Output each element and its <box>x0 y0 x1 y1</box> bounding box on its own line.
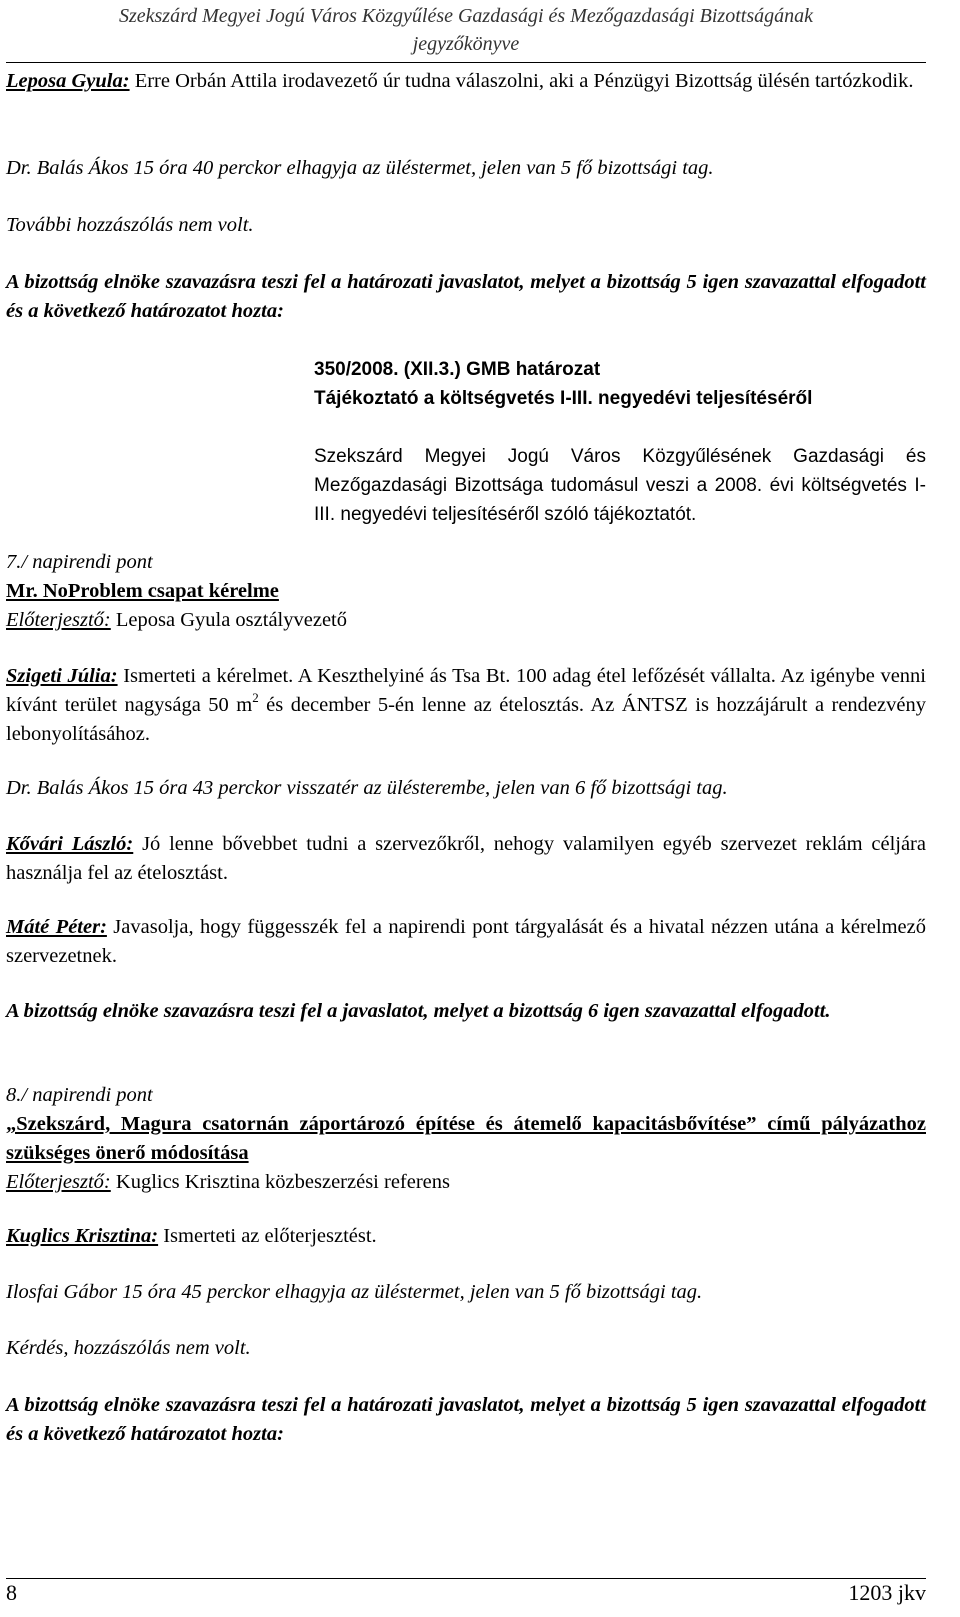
agenda-item-title: Mr. NoProblem csapat kérelme <box>6 580 279 602</box>
agenda-item-presenter <box>6 606 926 635</box>
presenter-label: Előterjesztő: <box>6 609 111 631</box>
speaker-name: Leposa Gyula: <box>6 70 130 92</box>
paragraph-text: Jó lenne bővebbet tudni a szervezőkről, nehogy valamilyen egyéb szervezet reklám céljára használja fel az ételosztást. <box>6 833 926 884</box>
resolution-body: Szekszárd Megyei Jogú Város Közgyűlésének Gazdasági és Mezőgazdasági Bizottsága tudomásul veszi a 2008. évi költségvetés I-III. negyedévi teljesítéséről szóló tájékoztatót. <box>314 446 926 525</box>
paragraph-mate <box>6 913 926 971</box>
speaker-name: Kuglics Krisztina: <box>6 1225 159 1247</box>
presenter-name: Kuglics Krisztina közbeszerzési referens <box>110 1171 451 1193</box>
document-page <box>6 0 927 1445</box>
paragraph-text: és december 5-én lenne az ételosztás. Az ÁNTSZ is hozzájárult a rendezvény lebonyolításához. <box>6 694 926 745</box>
note-ilosfai-leaves: Ilosfai Gábor 15 óra 45 perckor elhagyja az üléstermet, jelen van 5 fő bizottsági tag. <box>6 1281 703 1303</box>
paragraph-text: Erre Orbán Attila irodavezető úr tudna válaszolni, aki a Pénzügyi Bizottság ülésén tartózkodik. <box>129 70 914 92</box>
resolution-number: 350/2008. (XII.3.) GMB határozat <box>314 359 601 380</box>
speaker-name: Kővári László: <box>6 833 134 855</box>
header-line-1: Szekszárd Megyei Jogú Város Közgyűlése Gazdasági és Mezőgazdasági Bizottságának <box>118 5 813 27</box>
agenda-item-7 <box>6 548 926 635</box>
vote-statement-3: A bizottság elnöke szavazásra teszi fel a határozati javaslatot, melyet a bizottság 5 igen szavazattal elfogadott és a következő határozatot hozta: <box>6 1394 926 1445</box>
presenter-label: Előterjesztő: <box>6 1171 111 1193</box>
header-line-2: jegyzőkönyve <box>412 33 520 55</box>
superscript: 2 <box>252 690 259 705</box>
page-header <box>6 0 926 63</box>
agenda-item-presenter <box>6 1168 926 1197</box>
resolution-title: Tájékoztató a költségvetés I-III. negyedévi teljesítéséről <box>314 388 813 409</box>
speaker-name: Szigeti Júlia: <box>6 665 118 687</box>
vote-statement: A bizottság elnöke szavazásra teszi fel a határozati javaslatot, melyet a bizottság 5 igen szavazattal elfogadott és a következő határozatot hozta: <box>6 271 926 322</box>
paragraph-szigeti <box>6 662 926 749</box>
paragraph-text: Ismerteti az előterjesztést. <box>158 1225 377 1247</box>
agenda-item-title: „Szekszárd, Magura csatornán záportározó építése és átemelő kapacitásbővítése” című pályázathoz szükséges önerő módosítása <box>6 1113 926 1164</box>
resolution-block <box>314 355 926 529</box>
document-code: 1203 jkv <box>848 1580 926 1605</box>
paragraph-text: Ismerteti a kérelmet. A Keszthelyiné ás Tsa Bt. 100 adag étel lefőzését vállalta. Az igénybe venni kívánt terület nagysága 50 m <box>6 665 927 716</box>
paragraph-kuglics <box>6 1222 926 1251</box>
paragraph-leposa <box>6 67 926 96</box>
note-no-questions: Kérdés, hozzászólás nem volt. <box>6 1337 251 1359</box>
agenda-item-label: 8./ napirendi pont <box>6 1084 153 1106</box>
page-footer <box>6 1578 926 1605</box>
vote-statement-2: A bizottság elnöke szavazásra teszi fel a javaslatot, melyet a bizottság 6 igen szavazattal elfogadott. <box>6 1000 831 1022</box>
paragraph-kovari <box>6 830 926 888</box>
agenda-item-8 <box>6 1081 926 1197</box>
page-number: 8 <box>6 1580 17 1605</box>
paragraph-text: Javasolja, hogy függesszék fel a napirendi pont tárgyalását és a hivatal nézzen utána a kérelmező szervezetnek. <box>6 916 926 967</box>
agenda-item-label: 7./ napirendi pont <box>6 551 153 573</box>
note-no-comments: További hozzászólás nem volt. <box>6 214 254 236</box>
presenter-name: Leposa Gyula osztályvezető <box>110 609 347 631</box>
note-balas-leaves: Dr. Balás Ákos 15 óra 40 perckor elhagyja az üléstermet, jelen van 5 fő bizottsági tag. <box>6 157 714 179</box>
speaker-name: Máté Péter: <box>6 916 107 938</box>
note-balas-returns: Dr. Balás Ákos 15 óra 43 perckor visszatér az ülésterembe, jelen van 6 fő bizottsági tag. <box>6 777 728 799</box>
